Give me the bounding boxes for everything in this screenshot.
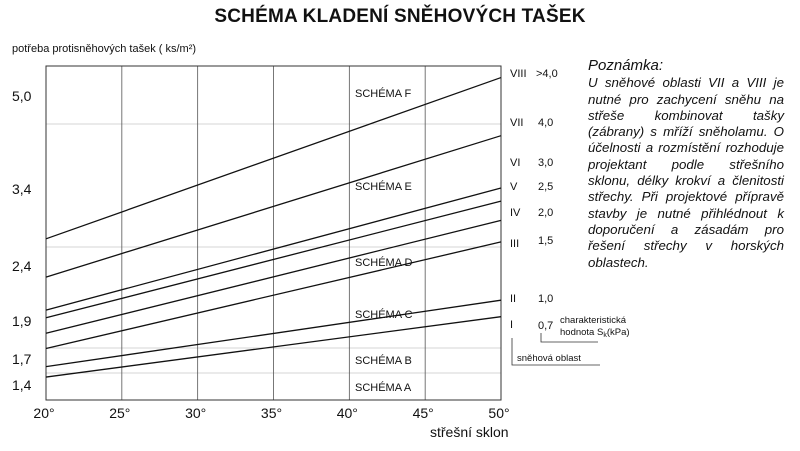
- zone-legend-label: sněhová oblast: [517, 353, 581, 364]
- load-legend-line2: hodnota $S_k(kPa)$: [560, 327, 630, 339]
- zone-labels: [510, 68, 527, 331]
- zone-label-VII: VII: [510, 117, 524, 129]
- y-tick-label: 1,9: [12, 313, 32, 329]
- note-title: Poznámka:: [588, 57, 664, 74]
- page-title: SCHÉMA KLADENÍ SNĚHOVÝCH TAŠEK: [214, 6, 586, 27]
- x-tick-label: 25°: [109, 405, 131, 421]
- y-tick-label: 5,0: [12, 88, 32, 104]
- load-labels: [536, 68, 558, 332]
- zone-label-IV: IV: [510, 207, 521, 219]
- zone-label-III: III: [510, 238, 520, 250]
- y-tick-label: 1,4: [12, 377, 32, 393]
- x-tick-label: 20°: [33, 405, 55, 421]
- y-tick-label: 3,4: [12, 181, 32, 197]
- note-box: [588, 58, 784, 271]
- load-value-III: 1,5: [538, 235, 554, 247]
- vertical-grid: [122, 66, 425, 400]
- load-value-IV: 2,0: [538, 207, 554, 219]
- region-label: SCHÉMA C: [355, 309, 413, 321]
- x-axis-label: střešní sklon: [430, 424, 509, 440]
- zone-label-I: I: [510, 319, 514, 331]
- legend-annotation: [512, 315, 630, 365]
- x-tick-label: 35°: [260, 405, 283, 421]
- zone-label-VIII: VIII: [510, 68, 527, 80]
- load-value-I: 0,7: [538, 320, 554, 332]
- x-tick-labels: [33, 405, 509, 421]
- y-axis-label: potřeba protisněhových tašek ( ks/m²): [12, 43, 197, 55]
- region-label: SCHÉMA F: [355, 88, 412, 100]
- x-tick-label: 40°: [336, 405, 358, 421]
- zone-label-VI: VI: [510, 157, 521, 169]
- region-label: SCHÉMA E: [355, 181, 412, 193]
- load-value-VII: 4,0: [538, 117, 554, 129]
- load-value-II: 1,0: [538, 293, 554, 305]
- load-value-VI: 3,0: [538, 157, 554, 169]
- region-label: SCHÉMA B: [355, 355, 412, 367]
- y-tick-label: 2,4: [12, 258, 32, 274]
- zone-label-II: II: [510, 293, 517, 305]
- x-tick-label: 50°: [488, 405, 510, 421]
- x-tick-label: 30°: [185, 405, 207, 421]
- load-value-VIII: >4,0: [536, 68, 558, 80]
- load-value-V: 2,5: [538, 181, 554, 193]
- y-tick-labels: [12, 88, 32, 393]
- y-tick-label: 1,7: [12, 351, 32, 367]
- zone-label-V: V: [510, 181, 518, 193]
- note-body: U sněhové oblasti VII a VIII je nutné pro zachycení sněhu na střeše kombinovat tašky (zábrany) s mříží sněholamu. O účelnosti a rozmístění rozhoduje projektant podle střešního sklonu, délky krokví a členitosti střechy. Při projektové přípravě stavby je nutné přihlédnout k doporučení a zásadám pro řešení střechy v horských oblastech.: [588, 75, 784, 270]
- x-tick-label: 45°: [412, 405, 434, 421]
- region-label: SCHÉMA D: [355, 257, 413, 269]
- load-legend-line1: charakteristická: [560, 315, 626, 326]
- region-label: SCHÉMA A: [355, 382, 412, 394]
